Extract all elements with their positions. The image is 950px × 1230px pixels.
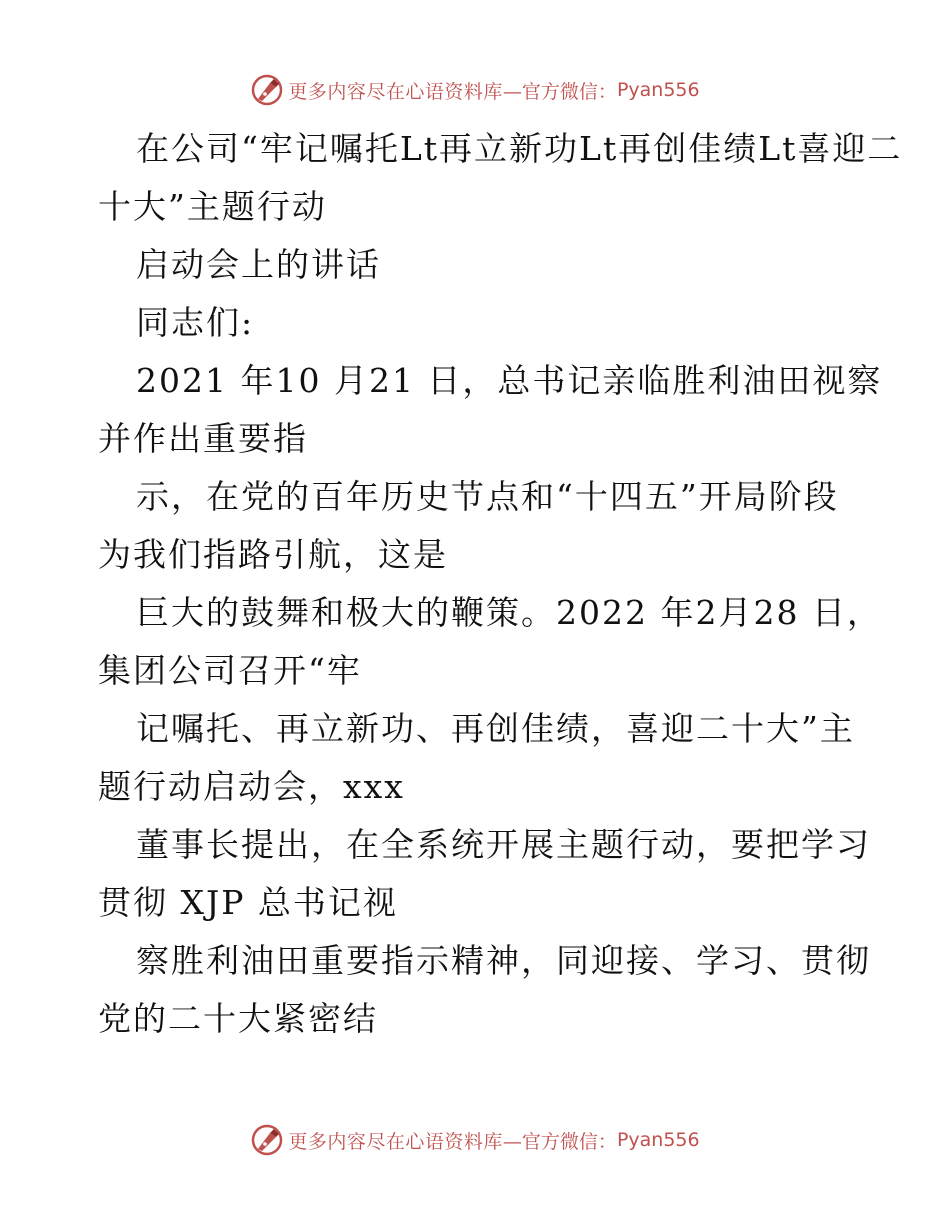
text-line: 启动会上的讲话	[136, 245, 381, 284]
pen-nib-logo-icon	[250, 73, 284, 107]
header-watermark-banner	[0, 70, 950, 110]
text-line: 党的二十大紧密结	[98, 999, 378, 1038]
text-line: 董事长提出，在全系统开展主题行动，要把学习	[136, 825, 871, 864]
footer-watermark-banner	[0, 1120, 950, 1160]
wechat-id: Pyan556	[616, 1129, 700, 1151]
document-body	[98, 120, 903, 1048]
text-line: 示，在党的百年历史节点和“十四五”开局阶段	[136, 477, 839, 516]
text-line: 并作出重要指	[98, 419, 308, 458]
text-line: 2021 年10 月21 日，总书记亲临胜利油田视察	[136, 361, 883, 400]
text-line: 记嘱托、再立新功、再创佳绩，喜迎二十大”主	[136, 709, 855, 748]
text-line: 为我们指路引航，这是	[98, 535, 448, 574]
banner-text: 更多内容尽在心语资料库	[288, 1130, 503, 1153]
text-line: 贯彻 XJP 总书记视	[98, 883, 398, 922]
text-line: 集团公司召开“牢	[98, 651, 362, 690]
text-line: 巨大的鼓舞和极大的鞭策。2022 年2月28 日，	[136, 593, 882, 632]
text-line: 察胜利油田重要指示精神，同迎接、学习、贯彻	[136, 941, 871, 980]
wechat-id: Pyan556	[616, 79, 700, 101]
text-line: 在公司“牢记嘱托Lt再立新功Lt再创佳绩Lt喜迎二	[136, 129, 903, 168]
text-line: 同志们:	[136, 303, 255, 342]
banner-contact-label: —官方微信：	[502, 1130, 617, 1153]
banner-text: 更多内容尽在心语资料库	[288, 80, 503, 103]
banner-contact-label: —官方微信：	[502, 80, 617, 103]
text-line: 十大”主题行动	[98, 187, 327, 226]
pen-nib-logo-icon	[250, 1123, 284, 1157]
text-line: 题行动启动会，xxx	[98, 767, 405, 806]
